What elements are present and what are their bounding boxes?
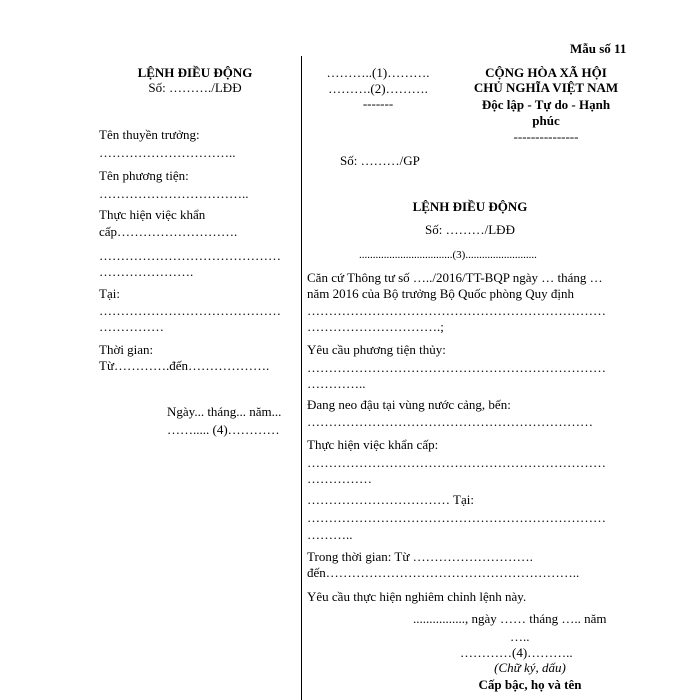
basis-dots-2: ………………………….; [307, 319, 444, 334]
stub-title: LỆNH ĐIỀU ĐỘNG [137, 65, 253, 80]
motto-dash: --------------- [513, 129, 579, 144]
request-dots-2: ………….. [307, 376, 366, 391]
gp-number: Số: ………/GP [340, 153, 420, 168]
date-line-2: ….. [510, 629, 530, 644]
stub-task-label2: cấp………………………. [99, 224, 238, 239]
stub-vessel-label: Tên phương tiện: [99, 168, 189, 183]
nation-line-1: CỘNG HÒA XÃ HỘI [485, 65, 607, 80]
motto-line-2: phúc [532, 113, 560, 128]
stub-captain-dots: ………………………….. [99, 145, 236, 160]
basis-line-1: Căn cứ Thông tư số …../2016/TT-BQP ngày … tháng … [307, 270, 603, 285]
stub-place-dots2: …………… [99, 319, 164, 334]
motto-line-1: Độc lập - Tự do - Hạnh [481, 97, 611, 112]
basis-line-2: năm 2016 của Bộ trưởng Bộ Quốc phòng Quy định [307, 286, 575, 301]
stub-number: Số: ………./LĐĐ [148, 80, 242, 95]
authority-line-1: ………..(1)………. [326, 65, 430, 80]
stub-vessel-dots: …………………………….. [99, 186, 249, 201]
task-label: Thực hiện việc khẩn cấp: [307, 437, 439, 452]
sign-line-4: …………(4)……….. [460, 645, 573, 660]
stub-time-from: Từ………….đến………………. [99, 358, 270, 373]
task-dots-2: …………… [307, 471, 372, 486]
sign-rank: Cấp bậc, họ và tên [478, 677, 582, 692]
order-title: LỆNH ĐIỀU ĐỘNG [412, 199, 528, 214]
sign-note: (Chữ ký, dấu) [494, 660, 566, 675]
date-line: ................, ngày …… tháng ….. năm [413, 611, 607, 626]
stub-time-label: Thời gian: [99, 342, 154, 357]
time-from-line: Trong thời gian: Từ ………………………. [307, 549, 533, 564]
task-dots-5: ……….. [307, 527, 353, 542]
line-3: ..................................(3).......................... [359, 249, 537, 261]
basis-dots-1: …………………………………………………………… [307, 303, 606, 318]
stub-date-line: Ngày... tháng... năm... [167, 404, 282, 419]
time-to-line: đến………………………………………………….. [307, 565, 580, 580]
nation-line-2: CHỦ NGHĨA VIỆT NAM [473, 80, 619, 95]
authority-dash: ------- [362, 96, 394, 111]
anchored-label: Đang neo đậu tại vùng nước cảng, bến: [307, 397, 511, 412]
stub-task-label: Thực hiện việc khẩn [99, 207, 206, 222]
stub-captain-label: Tên thuyền trưởng: [99, 127, 200, 142]
cut-line [301, 56, 302, 700]
stub-place-dots1: …………………………………… [99, 303, 281, 318]
stub-task-dots1: …………………………………… [99, 248, 281, 263]
task-dots-1: …………………………………………………………… [307, 455, 606, 470]
anchored-dots: ………………………………………………………… [307, 414, 593, 429]
authority-line-2: ……….(2)………. [328, 81, 428, 96]
stub-task-dots2: …………………. [99, 264, 194, 279]
task-place-line: …………………………… Tại: [307, 492, 474, 507]
request-label: Yêu cầu phương tiện thủy: [307, 342, 446, 357]
task-dots-4: …………………………………………………………… [307, 510, 606, 525]
stub-place-label: Tại: [99, 286, 120, 301]
order-number: Số: ………/LĐĐ [425, 222, 515, 237]
request-dots-1: …………………………………………………………… [307, 360, 606, 375]
stub-sign-line: ……..... (4)………… [167, 422, 280, 437]
form-number: Mẫu số 11 [570, 41, 627, 56]
demand-line: Yêu cầu thực hiện nghiêm chỉnh lệnh này. [307, 589, 527, 604]
